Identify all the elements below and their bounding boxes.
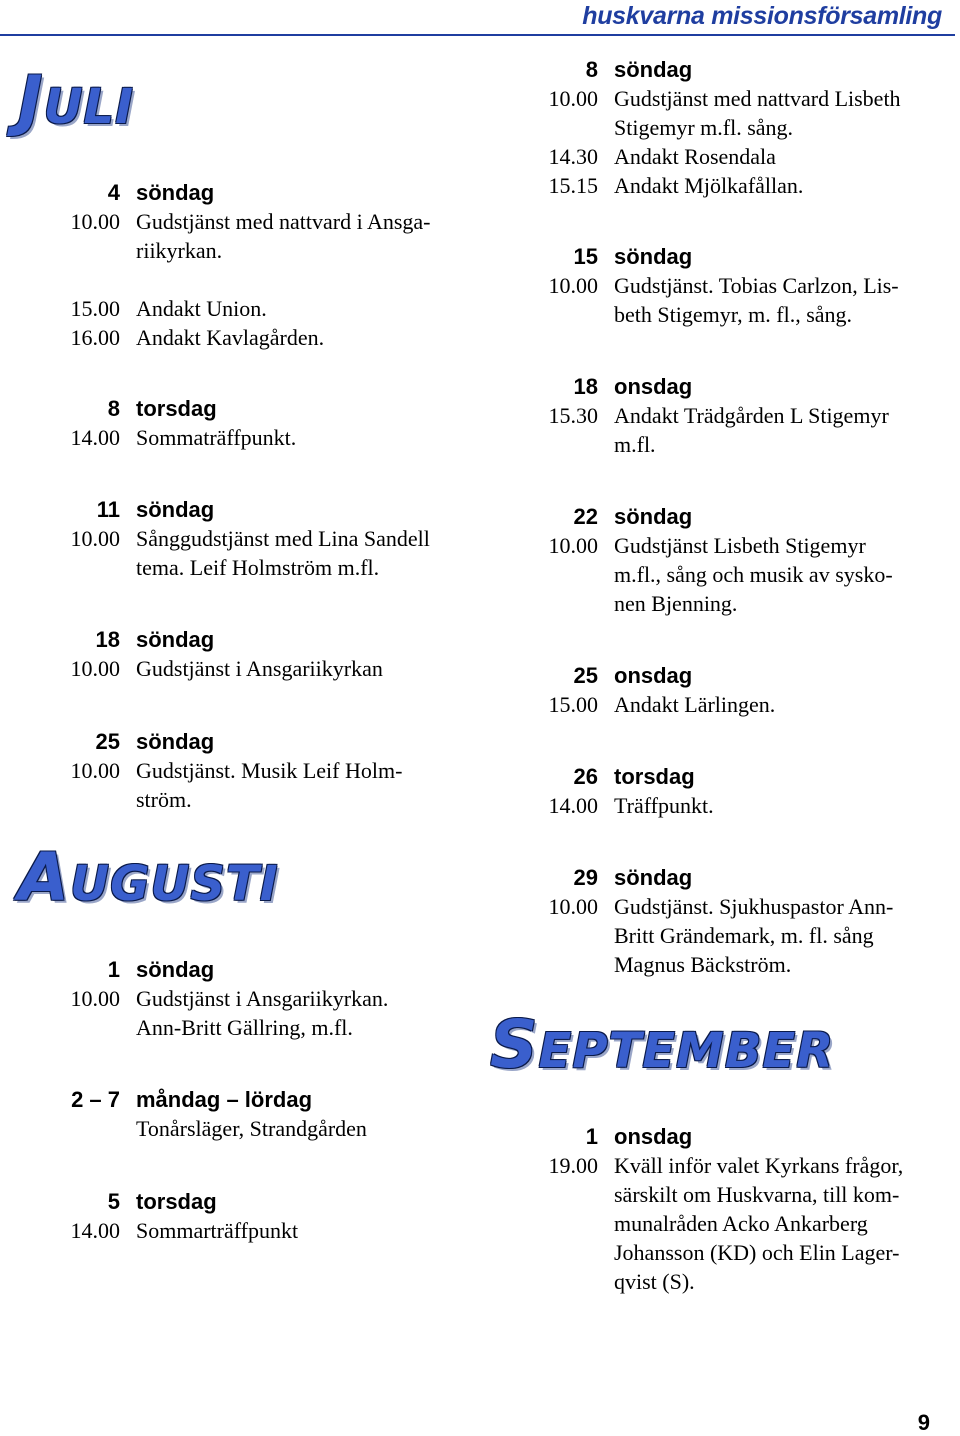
entry-weekday: måndag – lördag	[136, 1087, 313, 1112]
entry-weekday: söndag	[136, 729, 215, 754]
entry-time: 16.00	[70, 325, 120, 350]
schedule-entry	[528, 764, 714, 822]
entry-date: 2 – 7	[71, 1087, 120, 1112]
entry-time: 15.15	[548, 173, 598, 198]
entry-date: 22	[573, 504, 598, 529]
entry-text: qvist (S).	[614, 1269, 695, 1294]
entry-time: 19.00	[548, 1153, 598, 1178]
entry-time: 10.00	[548, 86, 598, 111]
entry-weekday: söndag	[614, 244, 693, 269]
entry-time: 10.00	[70, 526, 120, 551]
entry-weekday: söndag	[136, 497, 215, 522]
entry-text: m.fl., sång och musik av sysko-	[614, 562, 893, 587]
schedule-entry	[528, 244, 899, 331]
month-heading-augusti: AUGUSTI	[18, 839, 279, 916]
entry-time: 10.00	[70, 986, 120, 1011]
entry-time: 10.00	[548, 533, 598, 558]
entry-weekday: onsdag	[614, 663, 693, 688]
entry-time: 10.00	[70, 758, 120, 783]
entry-date: 26	[573, 764, 598, 789]
entry-date: 5	[107, 1189, 120, 1214]
entry-text: Andakt Trädgården L Stigemyr	[614, 403, 889, 428]
entry-time: 10.00	[70, 656, 120, 681]
entry-date: 25	[573, 663, 598, 688]
entry-text: Andakt Lärlingen.	[614, 692, 776, 717]
entry-text: Andakt Kavlagården.	[136, 325, 325, 350]
header-rule	[0, 34, 955, 36]
entry-text: tema. Leif Holmström m.fl.	[136, 555, 380, 580]
entry-weekday: torsdag	[136, 1189, 217, 1214]
entry-text: särskilt om Huskvarna, till kom-	[614, 1182, 900, 1207]
entry-text: Sommarträffpunkt	[136, 1218, 299, 1243]
entry-weekday: onsdag	[614, 1124, 693, 1149]
entry-text: Kväll inför valet Kyrkans frågor,	[614, 1153, 904, 1178]
entry-text: Johansson (KD) och Elin Lager-	[614, 1240, 900, 1265]
entry-time: 15.00	[70, 296, 120, 321]
entry-weekday: söndag	[614, 865, 693, 890]
entry-date: 25	[95, 729, 120, 754]
entry-text: Gudstjänst med nattvard Lisbeth	[614, 86, 901, 111]
entry-text: Gudstjänst. Sjukhuspastor Ann-	[614, 894, 894, 919]
entry-time: 14.30	[548, 144, 598, 169]
entry-text: Träffpunkt.	[614, 793, 714, 818]
header-title: huskvarna missionsförsamling	[582, 2, 942, 30]
entry-text: m.fl.	[614, 432, 656, 457]
schedule-entry	[528, 865, 893, 981]
entry-time: 10.00	[548, 894, 598, 919]
entry-weekday: torsdag	[136, 396, 217, 421]
entry-date: 15	[573, 244, 598, 269]
entry-time: 14.00	[548, 793, 598, 818]
entry-text: Gudstjänst Lisbeth Stigemyr	[614, 533, 866, 558]
entry-text: ström.	[136, 787, 192, 812]
entry-date: 11	[96, 497, 120, 522]
entry-text: Gudstjänst i Ansgariikyrkan	[136, 656, 383, 681]
month-heading-juli: JULI	[18, 62, 134, 139]
entry-weekday: torsdag	[614, 764, 695, 789]
entry-time: 15.30	[548, 403, 598, 428]
entry-time: 10.00	[70, 209, 120, 234]
entry-date: 18	[573, 374, 598, 399]
entry-text: Ann-Britt Gällring, m.fl.	[136, 1015, 353, 1040]
entry-text: munalråden Acko Ankarberg	[614, 1211, 868, 1236]
entry-date: 8	[107, 396, 120, 421]
schedule-entry	[50, 1189, 298, 1247]
entry-text: beth Stigemyr, m. fl., sång.	[614, 302, 853, 327]
schedule-entry	[528, 57, 901, 202]
schedule-entry	[50, 957, 388, 1044]
entry-weekday: söndag	[614, 57, 693, 82]
schedule-entry	[528, 504, 893, 620]
entry-date: 1	[585, 1124, 598, 1149]
schedule-entry	[528, 663, 775, 721]
entry-weekday: söndag	[614, 504, 693, 529]
entry-date: 1	[107, 957, 120, 982]
schedule-entry	[50, 627, 383, 685]
entry-text: Andakt Union.	[136, 296, 267, 321]
schedule-entry	[50, 396, 296, 454]
entry-date: 29	[573, 865, 598, 890]
entry-date: 8	[585, 57, 598, 82]
entry-text: Stigemyr m.fl. sång.	[614, 115, 794, 140]
entry-time: 10.00	[548, 273, 598, 298]
schedule-entry	[50, 180, 431, 354]
entry-text: Andakt Mjölkafållan.	[614, 173, 804, 198]
entry-text: Sånggudstjänst med Lina Sandell	[136, 526, 430, 551]
entry-weekday: onsdag	[614, 374, 693, 399]
entry-time: 14.00	[70, 425, 120, 450]
schedule-entry	[50, 1087, 367, 1145]
schedule-entry	[528, 1124, 903, 1298]
entry-text: Gudstjänst. Musik Leif Holm-	[136, 758, 403, 783]
entry-date: 18	[95, 627, 120, 652]
entry-text: Gudstjänst i Ansgariikyrkan.	[136, 986, 389, 1011]
entry-date: 4	[107, 180, 120, 205]
month-heading-september: SEPTEMBER	[490, 1006, 835, 1083]
entry-text: Magnus Bäckström.	[614, 952, 792, 977]
schedule-entry	[50, 729, 402, 816]
entry-weekday: söndag	[136, 180, 215, 205]
page-number: 9	[917, 1410, 930, 1435]
schedule-entry	[528, 374, 889, 461]
entry-text: nen Bjenning.	[614, 591, 738, 616]
entry-text: Sommaträffpunkt.	[136, 425, 297, 450]
entry-weekday: söndag	[136, 957, 215, 982]
schedule-entry	[50, 497, 430, 584]
entry-text: riikyrkan.	[136, 238, 223, 263]
entry-text: Tonårsläger, Strandgården	[136, 1116, 367, 1141]
entry-text: Andakt Rosendala	[614, 144, 776, 169]
entry-text: Britt Grändemark, m. fl. sång	[614, 923, 874, 948]
entry-time: 15.00	[548, 692, 598, 717]
entry-time: 14.00	[70, 1218, 120, 1243]
entry-text: Gudstjänst med nattvard i Ansga-	[136, 209, 431, 234]
entry-weekday: söndag	[136, 627, 215, 652]
entry-text: Gudstjänst. Tobias Carlzon, Lis-	[614, 273, 899, 298]
